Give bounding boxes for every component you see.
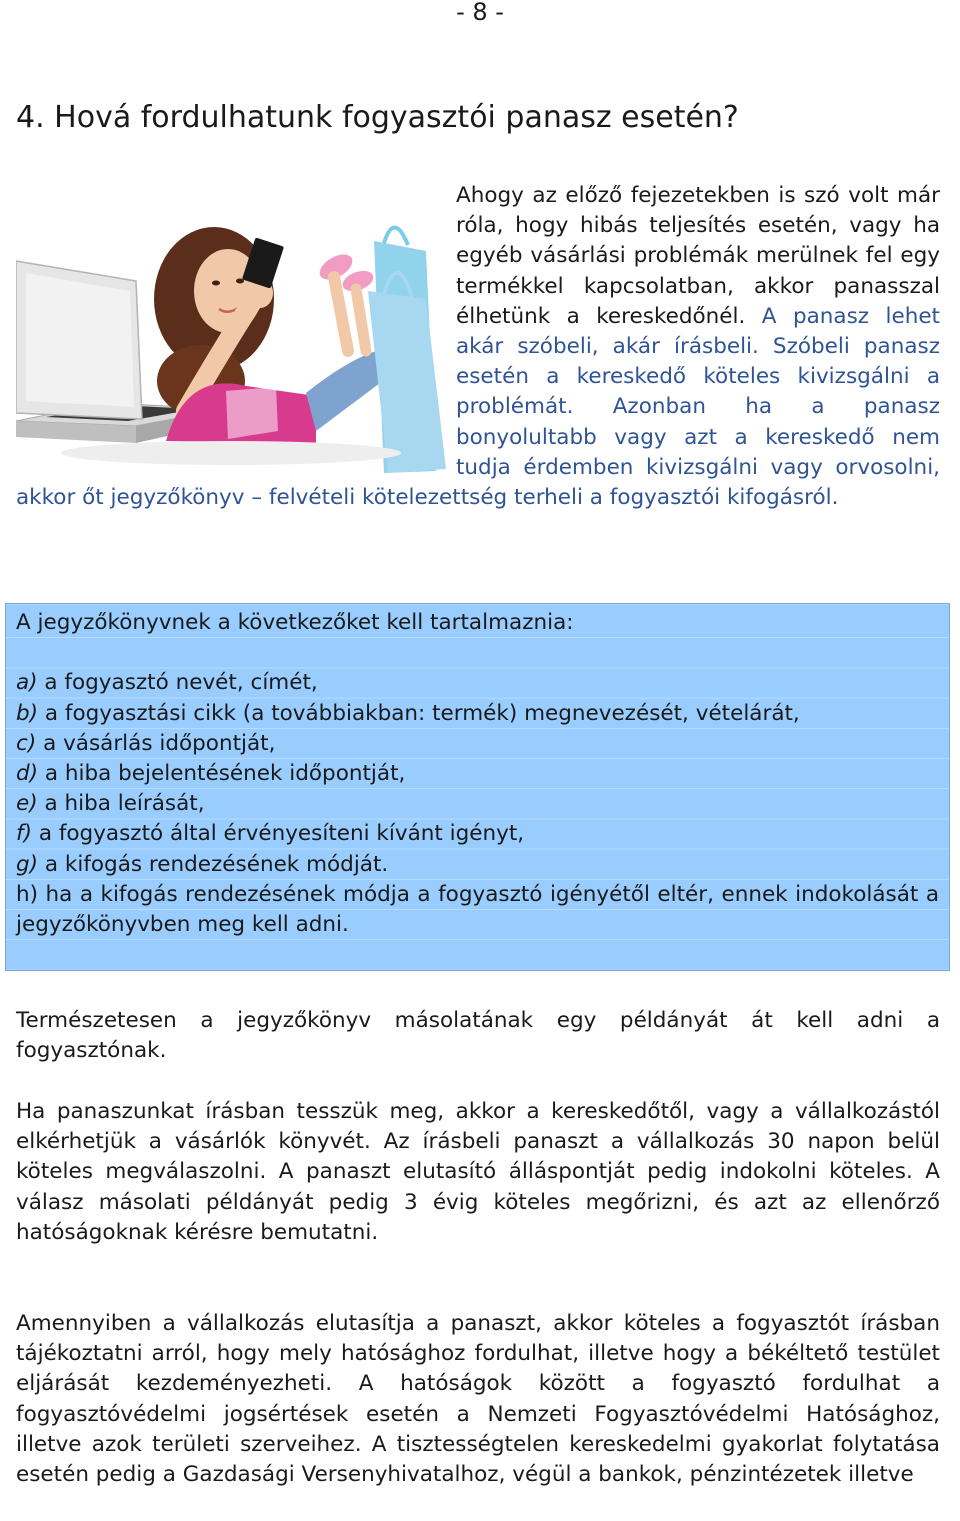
list-item xyxy=(16,759,939,789)
item-letter: d) xyxy=(16,761,39,786)
item-letter: b) xyxy=(16,700,39,726)
list-item xyxy=(16,668,939,698)
box-title: A jegyzőkönyvnek a következőket kell tartalmaznia: xyxy=(16,610,574,635)
list-item xyxy=(16,729,939,759)
item-letter: f) xyxy=(16,821,32,847)
list-item xyxy=(16,850,939,880)
paragraph-rejection: Amennyiben a vállalkozás elutasítja a panaszt, akkor köteles a fogyasztót írásban tájékoztatni arról, hogy mely hatósághoz fordulhat, illetve hogy a békéltető testület eljárását kezdeményezheti. A hatóságok között a fogyasztó fordulhat a fogyasztóvédelmi jogsértések esetén a Nemzeti Fogyasztóvédelmi Hatósághoz, illetve azok területi szerveihez. A tisztességtelen kereskedelmi gyakorlat folytatása esetén pedig a Gazdasági Versenyhivatalhoz, végül a bankok, pénzintézetek illetve xyxy=(16,1311,940,1488)
item-letter: e) xyxy=(16,791,38,817)
protocol-requirements-box xyxy=(5,603,950,971)
intro-text-part2: A panasz lehet akár szóbeli, akár írásbeli. Szóbeli panasz esetén a kereskedő köteles kivizsgálni a problémát. Azonban ha a panasz bonyolultabb vagy azt a kereskedő nem tudja érdemben kivizsgálni vagy orvosolni, akkor őt jegyzőkönyv – felvételi kötelezettség terheli a fogyasztói kifogásról. xyxy=(16,303,940,511)
item-text: a vásárlás időpontját, xyxy=(43,730,276,756)
item-text: a fogyasztási cikk (a továbbiakban: termék) megnevezését, vételárát, xyxy=(44,700,800,726)
item-letter: a) xyxy=(16,670,38,696)
item-letter: g) xyxy=(16,851,39,877)
page-heading: 4. Hová fordulhatunk fogyasztói panasz esetén? xyxy=(16,100,739,135)
paragraph-written-complaint: Ha panaszunkat írásban tesszük meg, akkor a kereskedőtől, vagy a vállalkozástól elkérhetjük a vásárlók könyvét. Az írásbeli panaszt a vállalkozás 30 napon belül köteles megválaszolni. A panaszt elutasító álláspontját pedig indokolni köteles. A válasz másolati példányát pedig 3 évig köteles megőrizni, és azt az ellenőrző hatóságoknak kérésre bemutatni. xyxy=(16,1099,940,1245)
item-text: a hiba leírását, xyxy=(44,791,205,817)
list-item xyxy=(16,699,939,729)
item-text: a kifogás rendezésének módját. xyxy=(44,851,389,877)
intro-text-part1: Ahogy az előző fejezetekben is szó volt már róla, hogy hibás teljesítés esetén, vagy ha egyéb vásárlási problémák merülnek fel egy termékkel kapcsolatban, akkor panasszal élhetünk a kereskedőnél. xyxy=(456,183,940,329)
list-item xyxy=(16,819,939,849)
paragraph-copy-handover: Természetesen a jegyzőkönyv másolatának egy példányát át kell adni a fogyasztónak. xyxy=(16,1008,940,1064)
box-spacer xyxy=(16,638,939,668)
item-letter: c) xyxy=(16,730,37,756)
list-item-last: h) ha a kifogás rendezésének módja a fogyasztó igényétől eltér, ennek indokolását a jegyzőkönyvben meg kell adni. xyxy=(16,881,939,938)
item-text: a hiba bejelentésének időpontját, xyxy=(44,761,406,786)
page-number: - 8 - xyxy=(456,0,504,26)
item-text: a fogyasztó által érvényesíteni kívánt igényt, xyxy=(38,821,525,847)
shopping-illustration xyxy=(16,181,448,473)
intro-section xyxy=(16,181,940,513)
item-text: a fogyasztó nevét, címét, xyxy=(44,670,318,696)
list-item xyxy=(16,789,939,819)
